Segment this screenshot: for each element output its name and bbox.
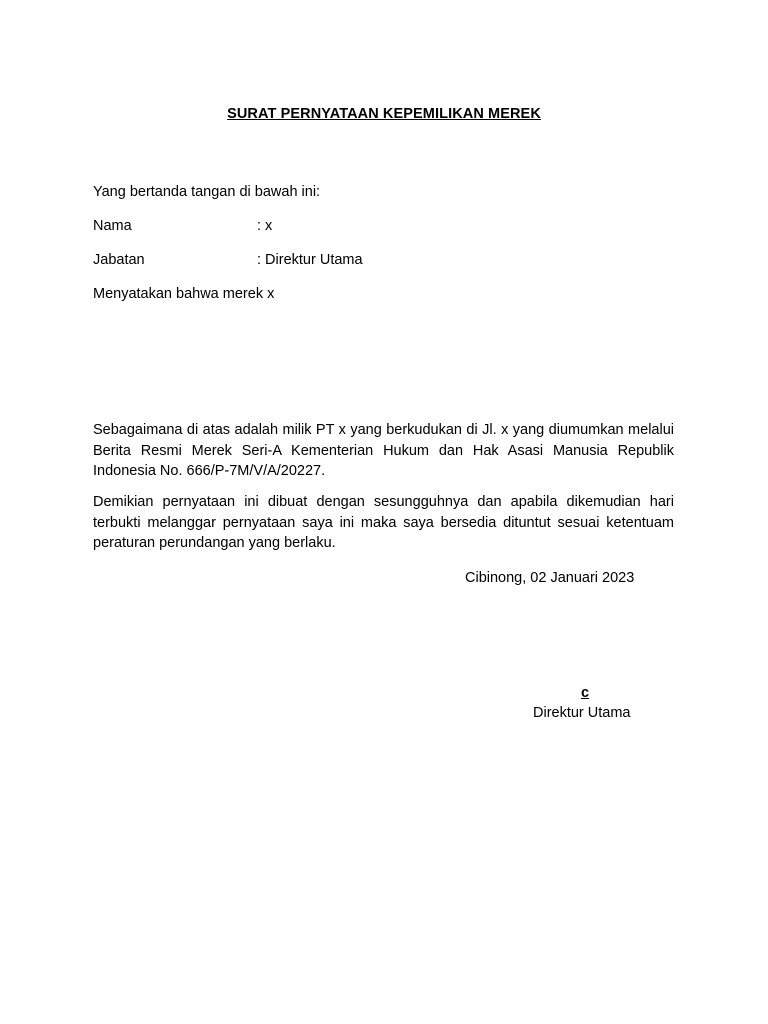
paragraph-ownership: Sebagaimana di atas adalah milik PT x yang berkudukan di Jl. x yang diumumkan melalui Berita Resmi Merek Seri-A Kementerian Hukum dan Hak Asasi Manusia Republik Indonesia No. 666/P-7M/V/A/20227.: [93, 422, 674, 479]
field-label-nama: Nama: [93, 218, 132, 234]
field-value-jabatan: : Direktur Utama: [257, 252, 363, 268]
document-title: SURAT PERNYATAAN KEPEMILIKAN MEREK: [227, 106, 541, 122]
field-label-jabatan: Jabatan: [93, 252, 145, 268]
place-date: Cibinong, 02 Januari 2023: [465, 570, 635, 586]
statement-text: Menyatakan bahwa merek x: [93, 286, 275, 302]
signatory-position: Direktur Utama: [533, 705, 631, 721]
paragraph-declaration: Demikian pernyataan ini dibuat dengan sesungguhnya dan apabila dikemudian hari terbukti melanggar pernyataan saya ini maka saya bersedia dituntut sesuai ketentuam peraturan perundangan yang berlaku.: [93, 494, 674, 551]
signatory-name: c: [580, 685, 590, 701]
intro-text: Yang bertanda tangan di bawah ini:: [93, 184, 321, 200]
field-value-nama: : x: [257, 218, 273, 234]
